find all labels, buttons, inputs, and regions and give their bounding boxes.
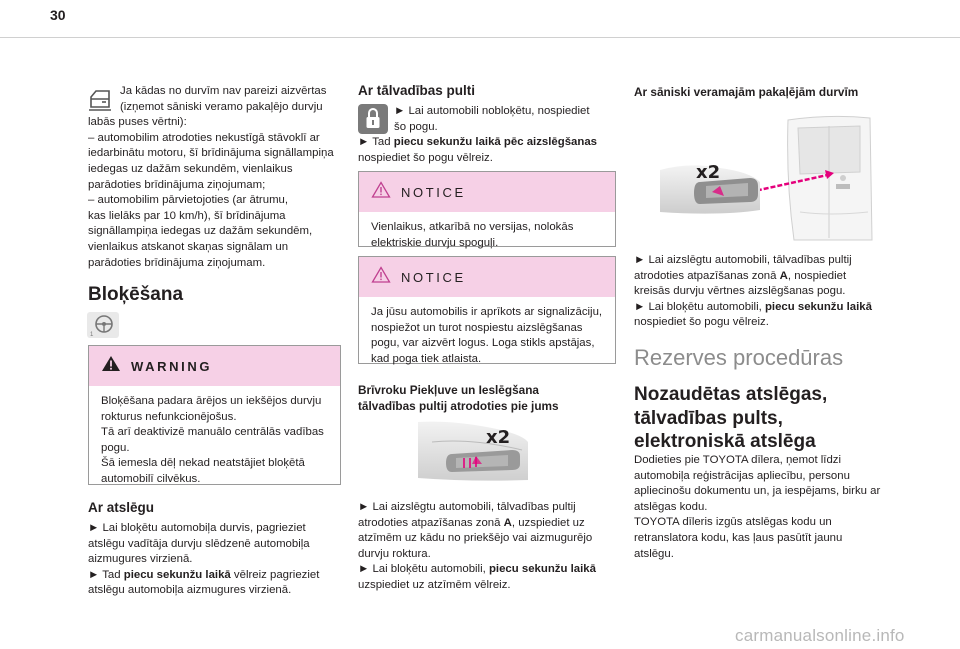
text-line: kreisās durvju vērtnes aizslēgšanas pogu. <box>634 285 846 298</box>
text-line <box>88 568 343 584</box>
text-line: TOYOTA dīleris izgūs atslēgas kodu un <box>634 516 832 529</box>
side-door-instructions <box>634 253 904 331</box>
text-bold: A <box>503 516 512 529</box>
warning-box-header <box>89 346 340 386</box>
text-line: parādoties brīdinājuma ziņojumam. <box>88 256 266 269</box>
text-line: automobilī cilvēkus. <box>101 472 201 485</box>
text-line: atslēgu vadītāja durvju slēdzenē automobiļa <box>88 537 310 550</box>
text-span: atrodoties atpazīšanas zonā <box>634 269 780 282</box>
text-line: Ja jūsu automobilis ir aprīkots ar signalizāciju, <box>371 306 603 318</box>
warning-triangle-outline-icon <box>371 266 391 288</box>
notice-title: NOTICE <box>401 269 466 285</box>
text-line: iedegas uz dažām sekundēm, vienlaikus <box>88 162 293 175</box>
heading-line: Nozaudētas atslēgas, <box>634 384 828 405</box>
text-bold: A <box>779 269 788 282</box>
text-line: (izņemot sāniski veramo pakaļējo durvju <box>120 100 323 113</box>
text-line: vienlaikus atskanot skaņas signālam un <box>88 240 289 253</box>
text-span: ► Lai bloķētu automobili, <box>358 563 489 576</box>
text-span: ► Tad <box>88 568 124 581</box>
text-line: pogu, var aizvērt logus. Loga stikls apstājas, <box>371 337 595 350</box>
text-line <box>358 135 623 151</box>
text-span: ► Lai bloķētu automobili, <box>634 300 765 313</box>
x2-label: x2 <box>486 427 511 448</box>
lost-key-instructions <box>634 453 904 562</box>
notice-body <box>359 297 615 373</box>
text-line <box>358 516 623 532</box>
text-bold: piecu sekunžu laikā pēc aizslēgšanas <box>393 136 597 149</box>
text-line <box>634 269 904 285</box>
text-line: atslēgu automobiļa aizmugures virzienā. <box>88 584 292 597</box>
text-span: , uzspiediet uz <box>511 516 585 529</box>
notice-box-header <box>359 172 615 212</box>
text-line: Bloķēšana padara ārējos un iekšējos durvju <box>101 395 322 407</box>
text-line: Šā iemesla dēļ nekad neatstājiet bloķētā <box>101 457 305 470</box>
text-line: nospiediet šo pogu vēlreiz. <box>634 316 769 329</box>
text-line: – automobilim atrodoties nekustīgā stāvoklī ar <box>88 131 320 144</box>
x2-label: x2 <box>696 162 721 183</box>
key-instructions <box>88 521 343 599</box>
text-line <box>634 300 904 316</box>
text-span: ► Tad <box>358 136 394 149</box>
heading-brivroku-piekluve <box>358 382 559 414</box>
text-line: Tā arī deaktivizē manuālo centrālās vadības <box>101 426 324 439</box>
section-title-blokesana: Bloķēšana <box>88 284 184 305</box>
text-bold: piecu sekunžu laikā <box>488 563 596 576</box>
text-line: iedarbinātu motoru, šī brīdinājuma signāllampiņa <box>88 147 334 160</box>
text-line: nospiežot un turot nospiestu aizslēgšanas <box>371 321 583 334</box>
svg-text:1: 1 <box>90 332 94 338</box>
notice-title: NOTICE <box>401 184 466 200</box>
text-line: aizmugures virzienā. <box>88 553 193 566</box>
heading-line: tālvadības pults, <box>634 407 783 429</box>
text-line: uzspiediet uz atzīmēm vēlreiz. <box>358 578 511 591</box>
text-bold: piecu sekunžu laikā <box>764 300 872 313</box>
text-line: kas lielāks par 10 km/h), šī brīdinājuma <box>88 209 286 222</box>
heading-line: tālvadības pultij atrodoties pie jums <box>358 399 559 413</box>
text-line: Vienlaikus, atkarībā no versijas, nolokās <box>371 221 574 233</box>
text-line: ► Lai aizslēgtu automobili, tālvadības pultij <box>358 501 576 513</box>
text-line: apliecinošu dokumentu un, ja iespējams, birku ar <box>634 485 881 498</box>
text-line: elektriskie durvju spoguļi. <box>371 236 499 249</box>
heading-saniski-veramajam: Ar sāniski veramajām pakaļējām durvīm <box>634 85 859 99</box>
heading-line: elektroniskā atslēga <box>634 431 816 452</box>
text-line: Dodieties pie TOYOTA dīlera, ņemot līdzi <box>634 454 842 466</box>
text-span: vēlreiz pagrieziet <box>230 568 320 581</box>
door-intro-text <box>88 84 343 271</box>
warning-triangle-outline-icon <box>371 181 391 203</box>
text-line <box>358 562 623 578</box>
handsfree-instructions <box>358 500 623 594</box>
text-line: atslēgas kodu. <box>634 500 708 513</box>
text-line: atslēgu. <box>634 547 674 560</box>
text-line: atzīmēm uz kādu no priekšējo vai aizmugurējo <box>358 532 593 545</box>
text-line: kad poga tiek atlaista. <box>371 352 482 365</box>
warning-box <box>88 345 341 485</box>
warning-title: WARNING <box>131 358 213 374</box>
text-span: atrodoties atpazīšanas zonā <box>358 516 504 529</box>
text-line: automobiļa reģistrācijas apliecību, personu <box>634 469 850 482</box>
text-span: , nospiediet <box>787 269 847 282</box>
text-line: pogu. <box>101 441 130 454</box>
text-line: retranslatora kodu, kas ļaus pasūtīt jaunu <box>634 531 843 544</box>
steering-wheel-icon <box>87 312 119 343</box>
text-line: signāllampiņa iedegas uz dažām sekundēm, <box>88 225 313 238</box>
text-line: parādoties brīdinājuma ziņojumam; <box>88 178 266 191</box>
heading-rezerves-proceduras: Rezerves procedūras <box>634 345 844 370</box>
text-line: labās puses vērtni): <box>88 116 187 129</box>
warning-triangle-icon <box>101 355 121 377</box>
heading-nozaudetas-atslegas <box>634 383 827 454</box>
heading-ar-talvadibas-pulti: Ar tālvadības pulti <box>358 83 476 98</box>
notice-box-header <box>359 257 615 297</box>
text-line: rokturus nefunkcionējošus. <box>101 410 237 423</box>
door-handle-illustration <box>412 420 530 489</box>
remote-instructions <box>358 104 623 166</box>
text-line: – automobilim pārvietojoties (ar ātrumu, <box>88 194 289 207</box>
text-line: Ja kādas no durvīm nav pareizi aizvērtas <box>120 85 327 97</box>
text-line: ► Lai bloķētu automobiļa durvis, pagrieziet <box>88 522 306 534</box>
rear-door-illustration <box>660 112 874 251</box>
heading-line: Brīvroku Piekļuve un Ieslēgšana <box>358 383 539 397</box>
text-line: šo pogu. <box>394 120 438 133</box>
text-line: ► Lai aizslēgtu automobili, tālvadības pultij <box>634 254 852 266</box>
text-bold: piecu sekunžu laikā <box>123 568 231 581</box>
page-number: 30 <box>50 7 66 23</box>
watermark[interactable]: carmanualsonline.info <box>735 626 905 645</box>
heading-ar-atslegu: Ar atslēgu <box>88 500 155 515</box>
header-divider <box>0 37 960 38</box>
text-line: ► Lai automobili nobloķētu, nospiediet <box>394 105 590 117</box>
text-line: nospiediet šo pogu vēlreiz. <box>358 151 493 164</box>
notice-box-1 <box>358 171 616 247</box>
warning-body <box>89 386 340 494</box>
notice-body <box>359 212 615 257</box>
text-line: durvju roktura. <box>358 547 431 560</box>
notice-box-2 <box>358 256 616 364</box>
